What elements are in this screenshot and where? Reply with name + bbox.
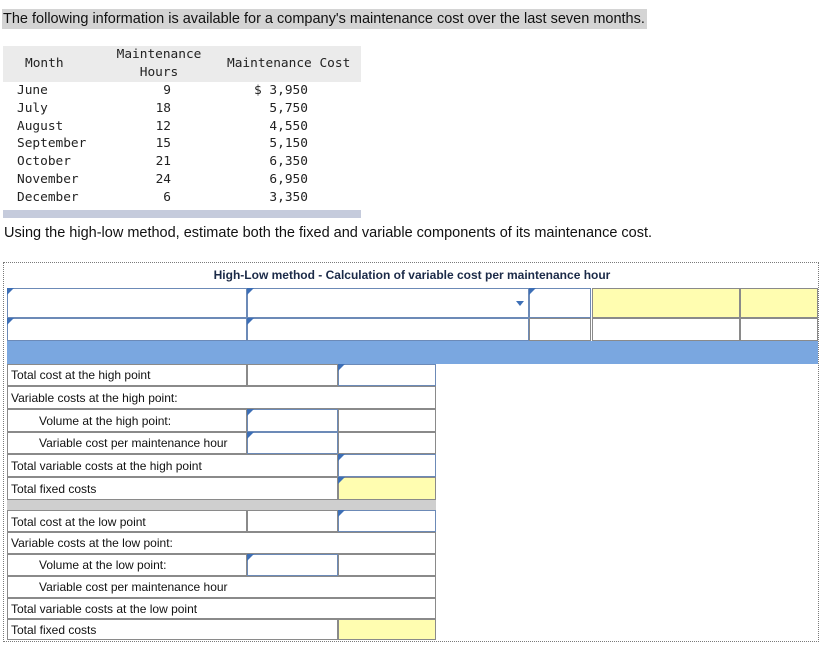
header-hours-line2: Hours <box>139 65 179 80</box>
header-dropdown-1[interactable] <box>247 288 529 318</box>
cell-month: August <box>17 118 64 134</box>
cell-cost: 5,150 <box>254 136 308 152</box>
row-var-cost-per-hour-high <box>7 432 247 454</box>
row-variable-costs-low <box>7 532 436 554</box>
section-divider <box>7 500 436 510</box>
input-marker-icon <box>338 510 345 517</box>
label-total-fixed-low: Total fixed costs <box>11 623 97 637</box>
data-table-footer-bar <box>3 210 361 218</box>
label-total-cost-low: Total cost at the low point <box>11 515 146 529</box>
cell-hours: 21 <box>155 154 171 170</box>
header-input-2b[interactable] <box>247 318 529 341</box>
header-cell-2e <box>740 318 818 341</box>
row-total-cost-low <box>7 510 247 532</box>
row-volume-high <box>7 409 247 432</box>
input-volume-low[interactable] <box>247 554 338 576</box>
input-marker-icon <box>7 318 14 325</box>
label-variable-costs-low: Variable costs at the low point: <box>11 536 173 550</box>
label-volume-high: Volume at the high point: <box>39 414 172 428</box>
table-row <box>3 153 361 171</box>
input-marker-icon <box>247 409 254 416</box>
input-marker-icon <box>338 477 345 484</box>
header-cell-2c <box>529 318 591 341</box>
cell-hours: 18 <box>155 100 171 116</box>
input-var-cost-per-hour-high[interactable] <box>247 432 338 454</box>
cell-empty <box>247 364 338 386</box>
cell-hours: 24 <box>155 171 171 187</box>
row-total-fixed-low <box>7 619 338 640</box>
input-marker-icon <box>247 432 254 439</box>
input-marker-icon <box>247 318 254 325</box>
label-total-cost-high: Total cost at the high point <box>11 368 151 382</box>
cell-month: June <box>17 83 48 98</box>
chevron-down-icon <box>516 301 524 306</box>
cell-empty <box>338 409 436 432</box>
row-var-cost-per-hour-low <box>7 576 436 598</box>
header-cost: Maintenance Cost <box>227 56 351 71</box>
header-input-2a[interactable] <box>7 318 247 341</box>
cell-month: November <box>17 171 79 187</box>
cell-cost: 6,950 <box>254 171 308 187</box>
row-total-fixed-high <box>7 477 338 500</box>
cell-cost: $ 3,950 <box>254 83 308 98</box>
cell-cost: 5,750 <box>254 100 308 116</box>
worksheet-title: High-Low method - Calculation of variable cost per maintenance hour <box>213 268 611 282</box>
header-month: Month <box>25 56 64 71</box>
cell-cost: 4,550 <box>254 118 308 134</box>
row-total-cost-high <box>7 364 247 386</box>
input-marker-icon <box>247 554 254 561</box>
row-total-variable-high <box>7 454 338 477</box>
table-row <box>3 118 361 136</box>
header-result-1b[interactable] <box>740 288 818 318</box>
maintenance-data-table <box>3 46 361 218</box>
intro-text: The following information is available for a company's maintenance cost over the last seven months. <box>3 11 645 27</box>
input-marker-icon <box>338 454 345 461</box>
cell-cost: 3,350 <box>254 189 308 205</box>
header-hours <box>109 46 209 82</box>
input-total-cost-low[interactable] <box>338 510 436 532</box>
input-marker-icon <box>338 364 345 371</box>
header-input-1c[interactable] <box>529 288 591 318</box>
header-result-1a[interactable] <box>592 288 740 318</box>
label-volume-low: Volume at the low point: <box>39 558 167 572</box>
label-var-cost-per-hour-low: Variable cost per maintenance hour <box>39 580 228 594</box>
cell-month: October <box>17 154 71 170</box>
cell-hours: 15 <box>155 136 171 152</box>
result-total-fixed-low[interactable] <box>338 619 436 640</box>
cell-hours: 6 <box>163 189 171 205</box>
result-total-fixed-high[interactable] <box>338 477 436 500</box>
table-row <box>3 135 361 153</box>
input-total-cost-high[interactable] <box>338 364 436 386</box>
table-row <box>3 100 361 118</box>
question-text: Using the high-low method, estimate both the fixed and variable components of its maintenance cost. <box>4 225 653 241</box>
label-total-variable-low: Total variable costs at the low point <box>11 602 198 616</box>
header-input-1a[interactable] <box>7 288 247 318</box>
data-table-header <box>3 46 361 82</box>
cell-hours: 12 <box>155 118 171 134</box>
row-total-variable-low <box>7 598 436 619</box>
input-volume-high[interactable] <box>247 409 338 432</box>
input-marker-icon <box>529 288 536 295</box>
header-hours-line1: Maintenance <box>116 47 202 62</box>
input-marker-icon <box>247 288 254 295</box>
section-header-bar <box>7 341 818 364</box>
table-row <box>3 171 361 189</box>
table-row <box>3 189 361 207</box>
cell-empty <box>247 510 338 532</box>
input-total-variable-high[interactable] <box>338 454 436 477</box>
cell-empty <box>338 554 436 576</box>
row-volume-low <box>7 554 247 576</box>
cell-empty <box>338 432 436 454</box>
label-variable-costs-high: Variable costs at the high point: <box>11 391 178 405</box>
cell-hours: 9 <box>163 83 171 98</box>
cell-month: December <box>17 189 79 205</box>
cell-cost: 6,350 <box>254 154 308 170</box>
row-variable-costs-high <box>7 386 436 409</box>
table-row <box>3 82 361 100</box>
high-low-worksheet <box>3 262 819 642</box>
label-total-fixed-high: Total fixed costs <box>11 482 97 496</box>
cell-month: July <box>17 100 48 116</box>
cell-month: September <box>17 136 87 152</box>
label-var-cost-per-hour-high: Variable cost per maintenance hour <box>39 436 228 450</box>
header-cell-2d <box>592 318 740 341</box>
data-table-body <box>3 82 361 207</box>
input-marker-icon <box>7 288 14 295</box>
label-total-variable-high: Total variable costs at the high point <box>11 459 202 473</box>
